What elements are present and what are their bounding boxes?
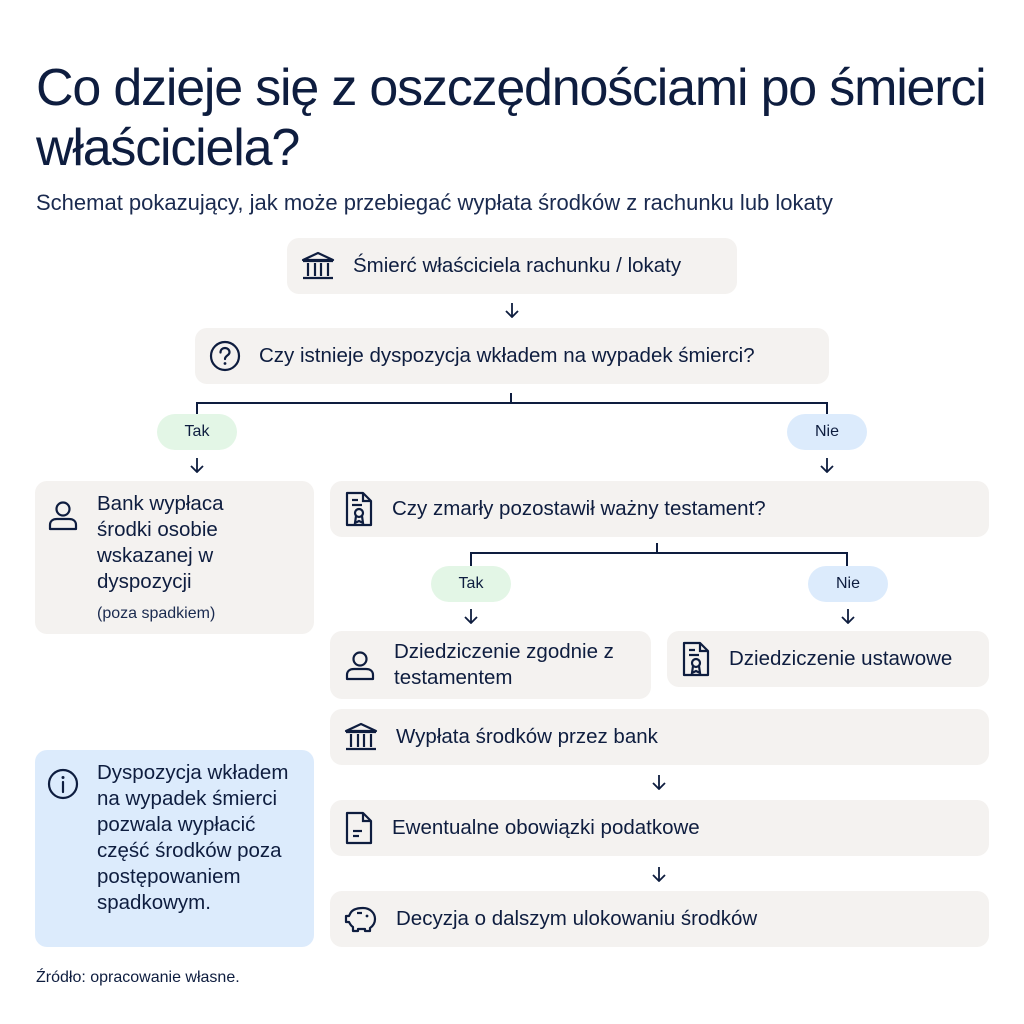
arrow-down-icon [504,302,520,318]
bank-payout-node [330,709,989,765]
branch-no-badge: Nie [787,414,867,450]
certificate-icon [344,491,374,527]
bank-icon [344,722,378,752]
connector-line [470,552,472,566]
will-inheritance-node [330,631,651,699]
page-subtitle: Schemat pokazujący, jak może przebiegać wypłata środków z rachunku lub lokaty [36,190,833,215]
document-icon [344,811,374,845]
yes-payout-node [35,481,314,634]
source-note: Źródło: opracowanie własne. [36,969,240,986]
yes-payout-label: Bank wypłaca środki osobie wskazanej w dyspozycji [97,492,224,593]
statutory-inheritance-label: Dziedziczenie ustawowe [729,647,953,670]
investment-decision-node [330,891,989,947]
info-box [35,750,314,947]
connector-line [196,402,828,404]
arrow-down-icon [651,866,667,882]
yes-payout-note: (poza spadkiem) [97,605,216,622]
tax-obligations-label: Ewentualne obowiązki podatkowe [392,816,700,839]
bank-icon [301,251,335,281]
arrow-down-icon [651,774,667,790]
arrow-down-icon [819,457,835,473]
tax-obligations-node [330,800,989,856]
info-box-text: Dyspozycja wkładem na wypadek śmierci pozwala wypłacić część środków poza postępowaniem spadkowym. [97,761,289,914]
person-icon [47,499,79,625]
arrow-down-icon [840,608,856,624]
branch-yes-badge: Tak [431,566,511,602]
arrow-down-icon [189,457,205,473]
start-node [287,238,737,294]
question-node-testament-label: Czy zmarły pozostawił ważny testament? [392,497,766,520]
page-title: Co dzieje się z oszczędnościami po śmierci właściciela? [36,59,986,177]
certificate-icon [681,641,711,677]
bank-payout-label: Wypłata środków przez bank [396,725,658,748]
connector-line [196,402,198,414]
start-node-label: Śmierć właściciela rachunku / lokaty [353,254,682,277]
question-icon [209,340,241,372]
connector-line [846,552,848,566]
piggy-bank-icon [344,905,378,933]
connector-line [826,402,828,414]
investment-decision-label: Decyzja o dalszym ulokowaniu środków [396,907,758,930]
branch-yes-badge: Tak [157,414,237,450]
info-icon [47,768,79,916]
connector-line [470,552,848,554]
arrow-down-icon [463,608,479,624]
question-node-disposition-label: Czy istnieje dyspozycja wkładem na wypadek śmierci? [259,344,755,367]
will-inheritance-label: Dziedziczenie zgodnie z testamentem [394,640,614,689]
statutory-inheritance-node [667,631,989,687]
question-node-disposition [195,328,829,384]
branch-no-badge: Nie [808,566,888,602]
person-icon [344,649,376,681]
question-node-testament [330,481,989,537]
